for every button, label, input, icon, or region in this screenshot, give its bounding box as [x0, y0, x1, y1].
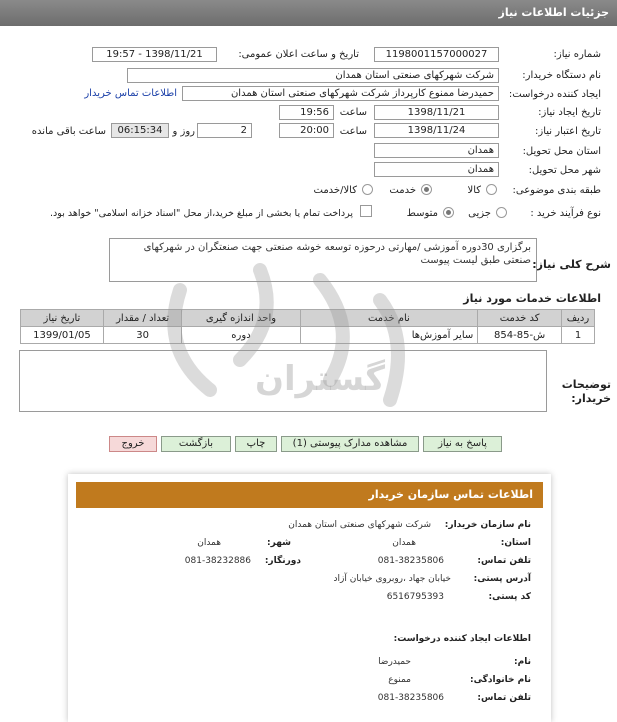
- purchase-partial-radio[interactable]: [496, 207, 507, 218]
- services-table: [20, 309, 595, 344]
- fax-value: 081-38232886: [184, 556, 251, 566]
- creator-phone-value: 081-38235806: [377, 693, 444, 703]
- family-value: ممنوع: [388, 675, 411, 685]
- city-label: شهر:: [267, 538, 291, 548]
- phone-value: 081-38235806: [377, 556, 444, 566]
- buyer-org-label: نام دستگاه خریدار:: [522, 70, 601, 81]
- cell-code: ش-85-854: [478, 327, 562, 344]
- name-value: حمیدرضا: [378, 657, 411, 667]
- category-both-radio[interactable]: [362, 184, 373, 195]
- remaining-time-field: 06:15:34: [111, 123, 169, 138]
- delivery-city-label: شهر محل تحویل:: [528, 165, 601, 176]
- family-label: نام خانوادگی:: [469, 675, 531, 685]
- need-number-label: شماره نیاز:: [553, 49, 601, 60]
- creator-phone-label: تلفن تماس:: [477, 693, 531, 703]
- summary-label: شرح کلی نیاز:: [532, 258, 611, 271]
- contact-card-title: اطلاعات تماس سازمان خریدار: [76, 482, 543, 508]
- days-label: روز و: [172, 126, 195, 137]
- category-service-label: خدمت: [389, 185, 416, 196]
- created-date-label: تاریخ ایجاد نیاز:: [538, 107, 601, 118]
- purchase-medium-radio[interactable]: [443, 207, 454, 218]
- validity-time-label: ساعت: [339, 126, 367, 137]
- exit-button[interactable]: خروج: [109, 436, 157, 452]
- address-value: خیابان جهاد ،روبروی خیابان آزاد: [333, 574, 451, 584]
- postal-label: کد پستی:: [488, 592, 531, 602]
- delivery-city-field: همدان: [374, 162, 499, 177]
- col-code: کد خدمت: [478, 310, 562, 327]
- cell-date: 1399/01/05: [21, 327, 104, 344]
- buyer-contact-link[interactable]: اطلاعات تماس خریدار: [84, 88, 177, 99]
- validity-date-label: تاریخ اعتبار نیاز:: [535, 126, 601, 137]
- created-time-label: ساعت: [339, 107, 367, 118]
- creator-info-title: اطلاعات ایجاد کننده درخواست:: [393, 634, 531, 644]
- purchase-partial-label: جزیی: [468, 208, 491, 219]
- validity-time-field: 20:00: [279, 123, 334, 138]
- fax-label: دورنگار:: [264, 556, 301, 566]
- category-label: طبقه بندی موضوعی:: [512, 185, 601, 196]
- back-button[interactable]: بازگشت: [161, 436, 231, 452]
- col-unit: واحد اندازه گیری: [182, 310, 300, 327]
- category-both-label: کالا/خدمت: [313, 185, 357, 196]
- window-title: جزئیات اطلاعات نیاز: [0, 0, 617, 26]
- delivery-province-label: استان محل تحویل:: [522, 146, 601, 157]
- remaining-days-field: 2: [197, 123, 252, 138]
- buyer-org-field: شرکت شهرکهای صنعتی استان همدان: [127, 68, 499, 83]
- attachments-button[interactable]: مشاهده مدارک پیوستی (1): [281, 436, 419, 452]
- org-label: نام سازمان خریدار:: [444, 520, 531, 530]
- purchase-medium-label: متوسط: [406, 208, 438, 219]
- announce-field: 1398/11/21 - 19:57: [92, 47, 217, 62]
- buyer-contact-card: [68, 474, 551, 722]
- announce-label: تاریخ و ساعت اعلان عمومی:: [238, 49, 359, 60]
- remaining-label: ساعت باقی مانده: [31, 126, 106, 137]
- province-value: همدان: [392, 538, 416, 548]
- col-date: تاریخ نیاز: [21, 310, 104, 327]
- category-goods-label: کالا: [467, 185, 481, 196]
- created-date-field: 1398/11/21: [374, 105, 499, 120]
- table-row: [21, 327, 595, 344]
- services-title: اطلاعات خدمات مورد نیاز: [463, 292, 601, 305]
- creator-field: حمیدرضا ممنوع کارپرداز شرکت شهرکهای صنعتی استان همدان: [182, 86, 499, 101]
- services-header-row: [21, 310, 595, 327]
- phone-label: تلفن تماس:: [477, 556, 531, 566]
- validity-date-field: 1398/11/24: [374, 123, 499, 138]
- delivery-province-field: همدان: [374, 143, 499, 158]
- cell-name: سایر آموزش‌ها: [300, 327, 478, 344]
- col-row: ردیف: [562, 310, 595, 327]
- col-name: نام خدمت: [300, 310, 478, 327]
- watermark-text: گستران: [254, 359, 386, 399]
- purchase-type-label: نوع فرآیند خرید :: [530, 208, 601, 219]
- cell-unit: دوره: [182, 327, 300, 344]
- org-value: شرکت شهرکهای صنعتی استان همدان: [288, 520, 431, 530]
- postal-value: 6516795393: [386, 592, 444, 602]
- treasury-note: پرداخت تمام یا بخشی از مبلغ خرید،از محل "اسناد خزانه اسلامی" خواهد بود.: [50, 208, 353, 219]
- cell-qty: 30: [103, 327, 182, 344]
- cell-row: 1: [562, 327, 595, 344]
- print-button[interactable]: چاپ: [235, 436, 277, 452]
- address-label: آدرس پستی:: [473, 574, 531, 584]
- name-label: نام:: [514, 657, 531, 667]
- category-goods-radio[interactable]: [486, 184, 497, 195]
- summary-textarea[interactable]: برگزاری 30دوره آموزشی /مهارتی درحوزه توسعه خوشه صنعتی جهت صنعتگران در شهرکهای صنعتی طبق لیست پیوست: [109, 238, 537, 282]
- province-label: استان:: [500, 538, 531, 548]
- creator-label: ایجاد کننده درخواست:: [508, 89, 601, 100]
- col-qty: تعداد / مقدار: [103, 310, 182, 327]
- buyer-notes-box[interactable]: [19, 350, 547, 412]
- need-number-field: 1198001157000027: [374, 47, 499, 62]
- treasury-checkbox[interactable]: [360, 205, 372, 217]
- reply-button[interactable]: پاسخ به نیاز: [423, 436, 502, 452]
- created-time-field: 19:56: [279, 105, 334, 120]
- city-value: همدان: [197, 538, 221, 548]
- buyer-notes-label: توضیحات خریدار:: [561, 378, 611, 405]
- category-service-radio[interactable]: [421, 184, 432, 195]
